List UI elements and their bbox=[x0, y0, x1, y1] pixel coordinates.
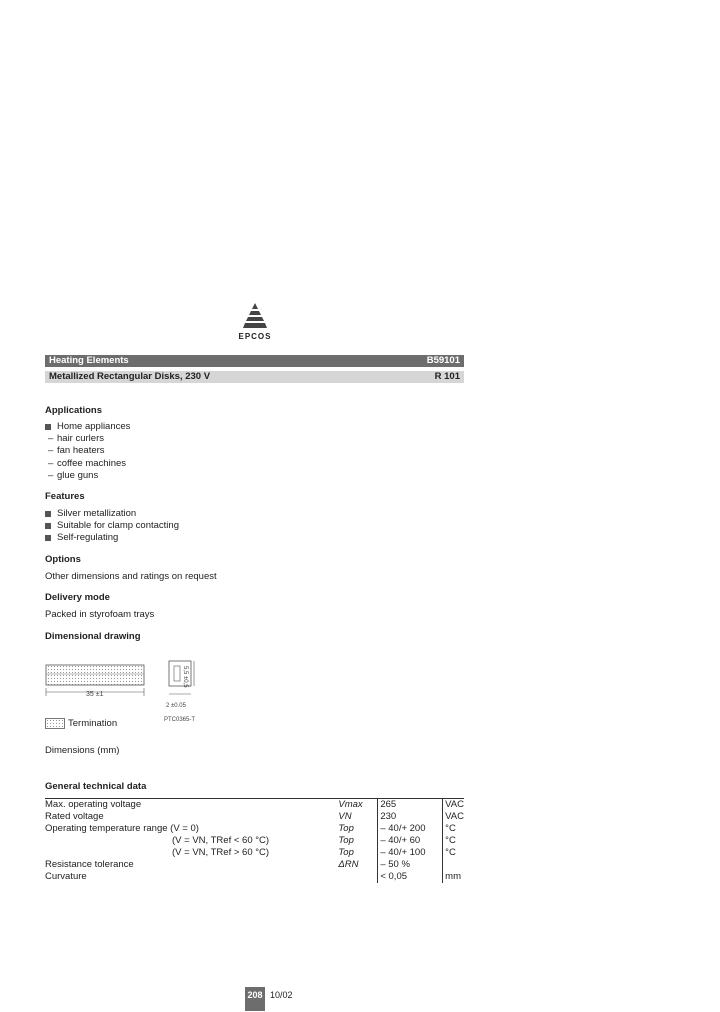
brand-name: EPCOS bbox=[238, 332, 272, 341]
width-dimension: 2 ±0.05 bbox=[166, 703, 186, 709]
delivery-text: Packed in styrofoam trays bbox=[45, 609, 155, 620]
category-bar bbox=[45, 355, 464, 367]
param-cell: Max. operating voltage bbox=[45, 799, 338, 812]
value-cell: – 40/+ 100 bbox=[378, 847, 443, 859]
list-item: – glue guns bbox=[45, 470, 130, 482]
unit-cell: VAC bbox=[443, 811, 464, 823]
list-item: Silver metallization bbox=[45, 508, 179, 520]
param-cell: Operating temperature range (V = 0) bbox=[45, 823, 199, 834]
table-row bbox=[45, 799, 464, 812]
issue-date: 10/02 bbox=[270, 990, 293, 1000]
list-item: Suitable for clamp contacting bbox=[45, 520, 179, 532]
application-main: Home appliances bbox=[45, 421, 130, 433]
category-title: Heating Elements bbox=[49, 355, 129, 366]
symbol-cell: ΔRN bbox=[338, 859, 359, 870]
symbol-cell bbox=[338, 871, 377, 883]
termination-swatch bbox=[45, 718, 65, 729]
table-row bbox=[45, 823, 464, 835]
drawing-heading: Dimensional drawing bbox=[45, 631, 141, 642]
value-cell: 230 bbox=[378, 811, 443, 823]
unit-cell bbox=[443, 859, 464, 871]
value-cell: – 40/+ 60 bbox=[378, 835, 443, 847]
features-heading: Features bbox=[45, 491, 85, 502]
unit-cell: °C bbox=[443, 823, 464, 835]
unit-cell: °C bbox=[443, 847, 464, 859]
list-item: – fan heaters bbox=[45, 445, 130, 457]
product-title: Metallized Rectangular Disks, 230 V bbox=[49, 371, 211, 382]
table-row bbox=[45, 859, 464, 871]
value-cell: 265 bbox=[378, 799, 443, 812]
features-list bbox=[45, 508, 179, 545]
dimensions-units: Dimensions (mm) bbox=[45, 745, 120, 756]
page-number: 208 bbox=[245, 987, 265, 1011]
disk-side-view bbox=[46, 665, 144, 685]
list-item: Self-regulating bbox=[45, 532, 179, 544]
applications-heading: Applications bbox=[45, 405, 103, 416]
list-item: – coffee machines bbox=[45, 458, 130, 470]
part-number: B59101 bbox=[426, 355, 460, 366]
param-cell: (V = VN, TRef < 60 °C) bbox=[172, 835, 270, 846]
height-dimension: 5,5 ±0,5 bbox=[182, 666, 188, 688]
epcos-logo bbox=[232, 303, 278, 341]
length-dimension: 35 ±1 bbox=[86, 691, 104, 698]
table-row bbox=[45, 847, 464, 859]
drawing-code: PTC0365-T bbox=[164, 717, 196, 723]
table-row bbox=[45, 835, 464, 847]
delivery-heading: Delivery mode bbox=[45, 592, 110, 603]
unit-cell: mm bbox=[443, 871, 464, 883]
technical-data-table bbox=[45, 798, 464, 883]
value-cell: < 0,05 bbox=[378, 871, 443, 883]
applications-list bbox=[45, 421, 130, 482]
termination-legend: Termination bbox=[68, 718, 118, 729]
general-heading: General technical data bbox=[45, 781, 147, 792]
unit-cell: °C bbox=[443, 835, 464, 847]
epcos-logo-icon bbox=[240, 303, 270, 331]
param-cell: (V = VN, TRef > 60 °C) bbox=[172, 847, 270, 858]
param-cell: Rated voltage bbox=[45, 811, 104, 822]
symbol-cell: Top bbox=[338, 823, 354, 834]
series-code: R 101 bbox=[434, 371, 460, 382]
symbol-cell: Vmax bbox=[338, 799, 377, 812]
options-text: Other dimensions and ratings on request bbox=[45, 571, 217, 582]
product-bar bbox=[45, 371, 464, 383]
value-cell: – 50 % bbox=[378, 859, 443, 871]
table-row bbox=[45, 811, 464, 823]
options-heading: Options bbox=[45, 554, 81, 565]
symbol-cell: Top bbox=[338, 847, 354, 858]
value-cell: – 40/+ 200 bbox=[378, 823, 443, 835]
param-cell: Resistance tolerance bbox=[45, 859, 134, 870]
dimensional-drawing bbox=[44, 656, 214, 726]
list-item: – hair curlers bbox=[45, 433, 130, 445]
unit-cell: VAC bbox=[443, 799, 464, 812]
symbol-cell: Top bbox=[338, 835, 354, 846]
table-row bbox=[45, 871, 464, 883]
param-cell: Curvature bbox=[45, 871, 87, 882]
symbol-cell: VN bbox=[338, 811, 352, 822]
